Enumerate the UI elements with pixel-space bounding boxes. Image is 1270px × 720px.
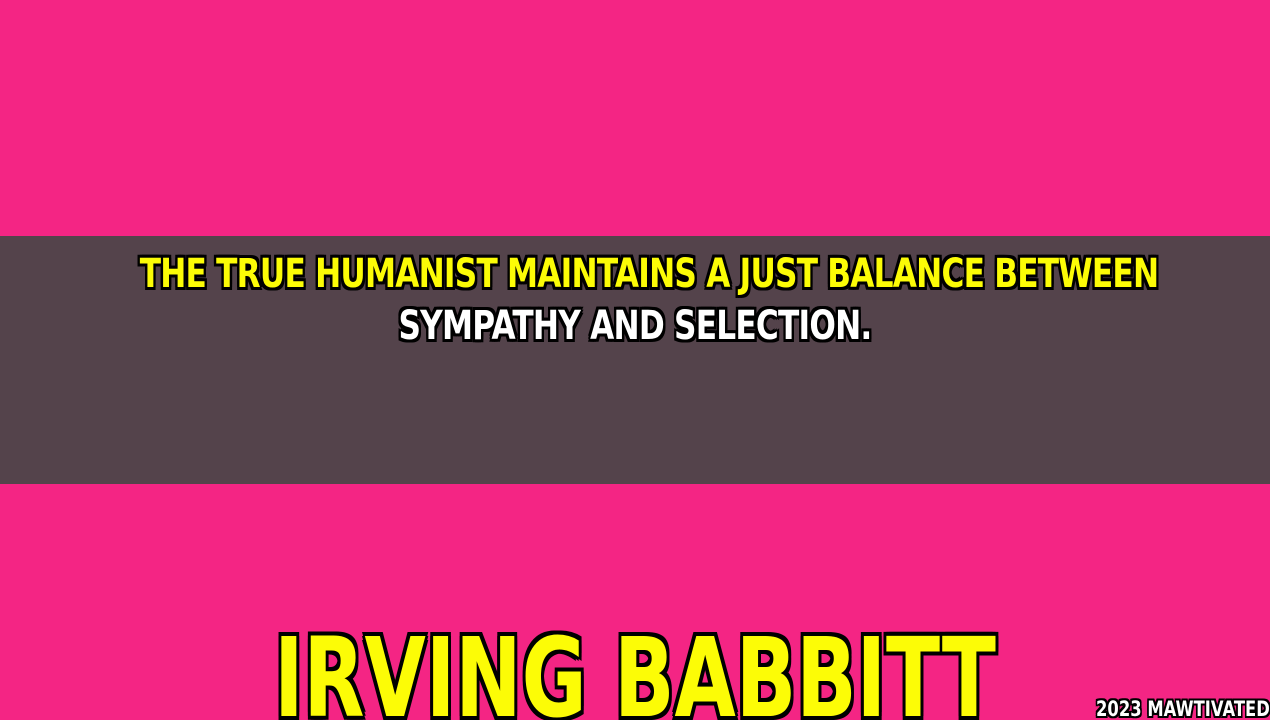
author-name: IRVING BABBITT — [274, 614, 996, 720]
quote-line-1: THE TRUE HUMANIST MAINTAINS A JUST BALANCE BETWEEN — [139, 251, 1159, 297]
quote-text — [139, 248, 1159, 352]
watermark: 2023 MAWTIVATED — [1096, 697, 1270, 720]
quote-line-2: SYMPATHY AND SELECTION. — [398, 303, 872, 349]
